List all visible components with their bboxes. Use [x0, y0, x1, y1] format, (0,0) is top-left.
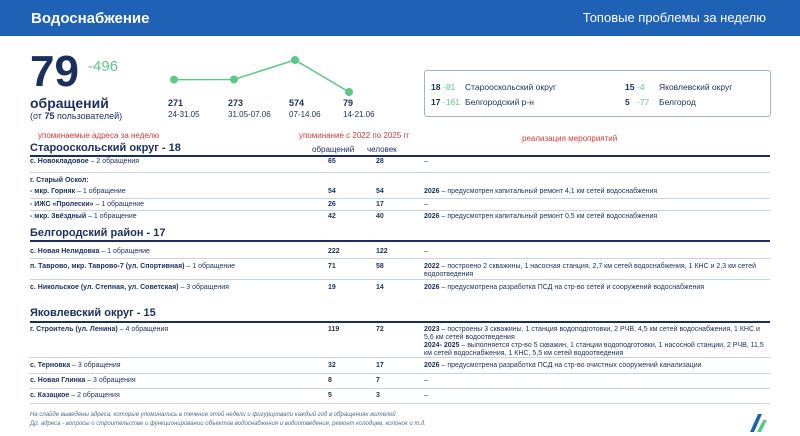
header-bar: [0, 0, 800, 36]
divider: [30, 155, 770, 157]
total-delta: -496: [88, 58, 119, 75]
top-region-item: 15 -4 Яковлевский округ: [625, 82, 733, 92]
divider: [30, 357, 770, 358]
footnote: На слайде выведены адреса, которые упоминались в течение этой недели и фигурировали каждый год в обращениях жителей: [30, 412, 396, 418]
divider: [30, 172, 770, 173]
trend-value-label: 79: [343, 98, 354, 108]
trend-date-label: 24-31.05: [168, 110, 200, 119]
trend-date-label: 31.05-07.06: [228, 110, 271, 119]
col-people-header: человек: [367, 145, 397, 154]
trend-point: [291, 56, 299, 64]
top-regions-box: [424, 70, 771, 117]
trend-point: [230, 75, 238, 83]
total-requests: 79: [30, 47, 79, 96]
addresses-section-label: упоминаемые адреса за неделю: [38, 131, 160, 140]
requests-label: обращений: [30, 95, 109, 111]
trend-value-label: 271: [168, 98, 184, 108]
trend-value-label: 574: [289, 98, 305, 108]
trend-date-label: 07-14.06: [289, 110, 321, 119]
divider: [30, 240, 770, 242]
footnote: Др. адреса - вопросы о строительстве и функционировании объектов водоснабжения и водоотведения, ремонт колодцев, колонок и т.д.: [30, 421, 426, 427]
brand-logo-icon: [748, 412, 770, 434]
divider: [30, 321, 770, 323]
trend-date-label: 14-21.06: [343, 110, 375, 119]
top-region-item: 17 -161 Белгородский р-н: [431, 97, 534, 107]
actions-section-label: реализация мероприятий: [522, 134, 618, 143]
top-region-item: 5 -77 Белгород: [625, 97, 696, 107]
divider: [30, 279, 770, 280]
users-caption: (от 75 пользователей): [30, 111, 123, 121]
page-title: Водоснабжение: [31, 10, 150, 27]
divider: [30, 388, 770, 389]
trend-chart: [160, 50, 380, 98]
region-heading: Яковлевский округ - 15: [30, 307, 156, 319]
page-subtitle: Топовые проблемы за неделю: [582, 10, 766, 25]
mentions-section-label: упоминание с 2022 по 2025 гг: [299, 131, 410, 140]
col-requests-header: обращений: [312, 145, 355, 154]
region-heading: Белгородский район - 17: [30, 227, 166, 239]
trend-line: [174, 60, 349, 92]
trend-point: [345, 88, 353, 96]
divider: [30, 198, 770, 199]
divider: [30, 403, 770, 404]
divider: [30, 258, 770, 259]
divider: [30, 373, 770, 374]
divider: [30, 210, 770, 211]
top-region-item: 18 -81 Старооскольский округ: [431, 82, 557, 92]
region-heading: Старооскольский округ - 18: [30, 142, 181, 154]
trend-point: [170, 76, 178, 84]
trend-value-label: 273: [228, 98, 244, 108]
